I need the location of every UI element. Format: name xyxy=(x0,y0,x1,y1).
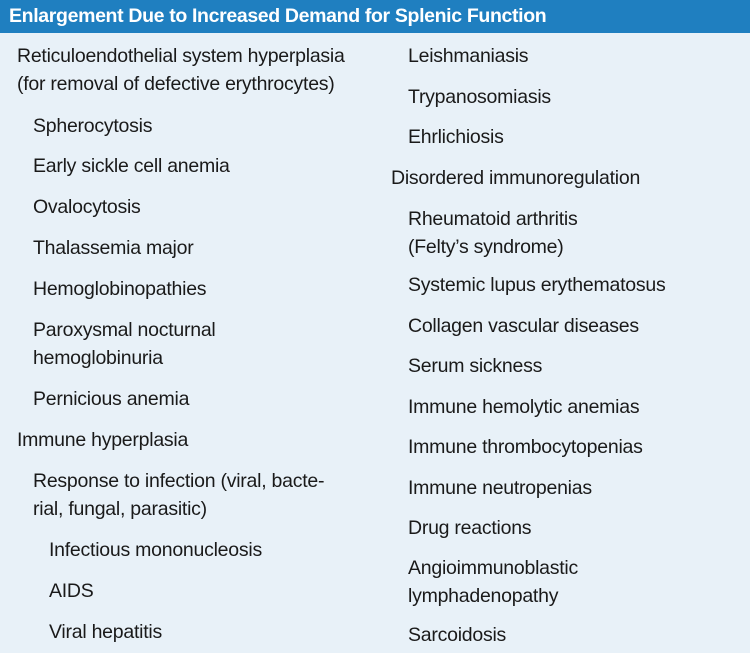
list-item: Viral hepatitis xyxy=(49,621,162,643)
list-item: Spherocytosis xyxy=(33,115,153,137)
list-item: Drug reactions xyxy=(408,517,532,539)
list-item: Thalassemia major xyxy=(33,237,194,259)
list-item: Infectious mononucleosis xyxy=(49,539,262,561)
list-item: Immune hemolytic anemias xyxy=(408,396,640,418)
list-item: Hemoglobinopathies xyxy=(33,278,207,300)
list-item: Systemic lupus erythematosus xyxy=(408,274,666,296)
list-item: Paroxysmal nocturnal hemoglobinuria xyxy=(33,319,216,369)
list-item: Sarcoidosis xyxy=(408,624,507,646)
list-item: Ovalocytosis xyxy=(33,196,141,218)
list-item: Immune hyperplasia xyxy=(17,429,189,451)
list-item: Leishmaniasis xyxy=(408,45,529,67)
list-item: Rheumatoid arthritis (Felty’s syndrome) xyxy=(408,208,578,258)
list-item: Trypanosomiasis xyxy=(408,86,551,108)
list-item: Immune neutropenias xyxy=(408,477,592,499)
list-item: Angioimmunoblastic lymphadenopathy xyxy=(408,557,579,607)
list-item: AIDS xyxy=(49,580,94,602)
list-item: Reticuloendothelial system hyperplasia (for removal of defective erythrocytes) xyxy=(17,45,345,95)
list-item: Disordered immunoregulation xyxy=(391,167,641,189)
list-item: Response to infection (viral, bacte- rial, fungal, parasitic) xyxy=(33,470,325,520)
list-item: Pernicious anemia xyxy=(33,388,190,410)
list-item: Ehrlichiosis xyxy=(408,126,504,148)
list-item: Collagen vascular diseases xyxy=(408,315,639,337)
list-item: Serum sickness xyxy=(408,355,543,377)
table-header: Enlargement Due to Increased Demand for Splenic Function xyxy=(0,0,750,33)
list-item: Early sickle cell anemia xyxy=(33,155,230,177)
list-item: Immune thrombocytopenias xyxy=(408,436,643,458)
